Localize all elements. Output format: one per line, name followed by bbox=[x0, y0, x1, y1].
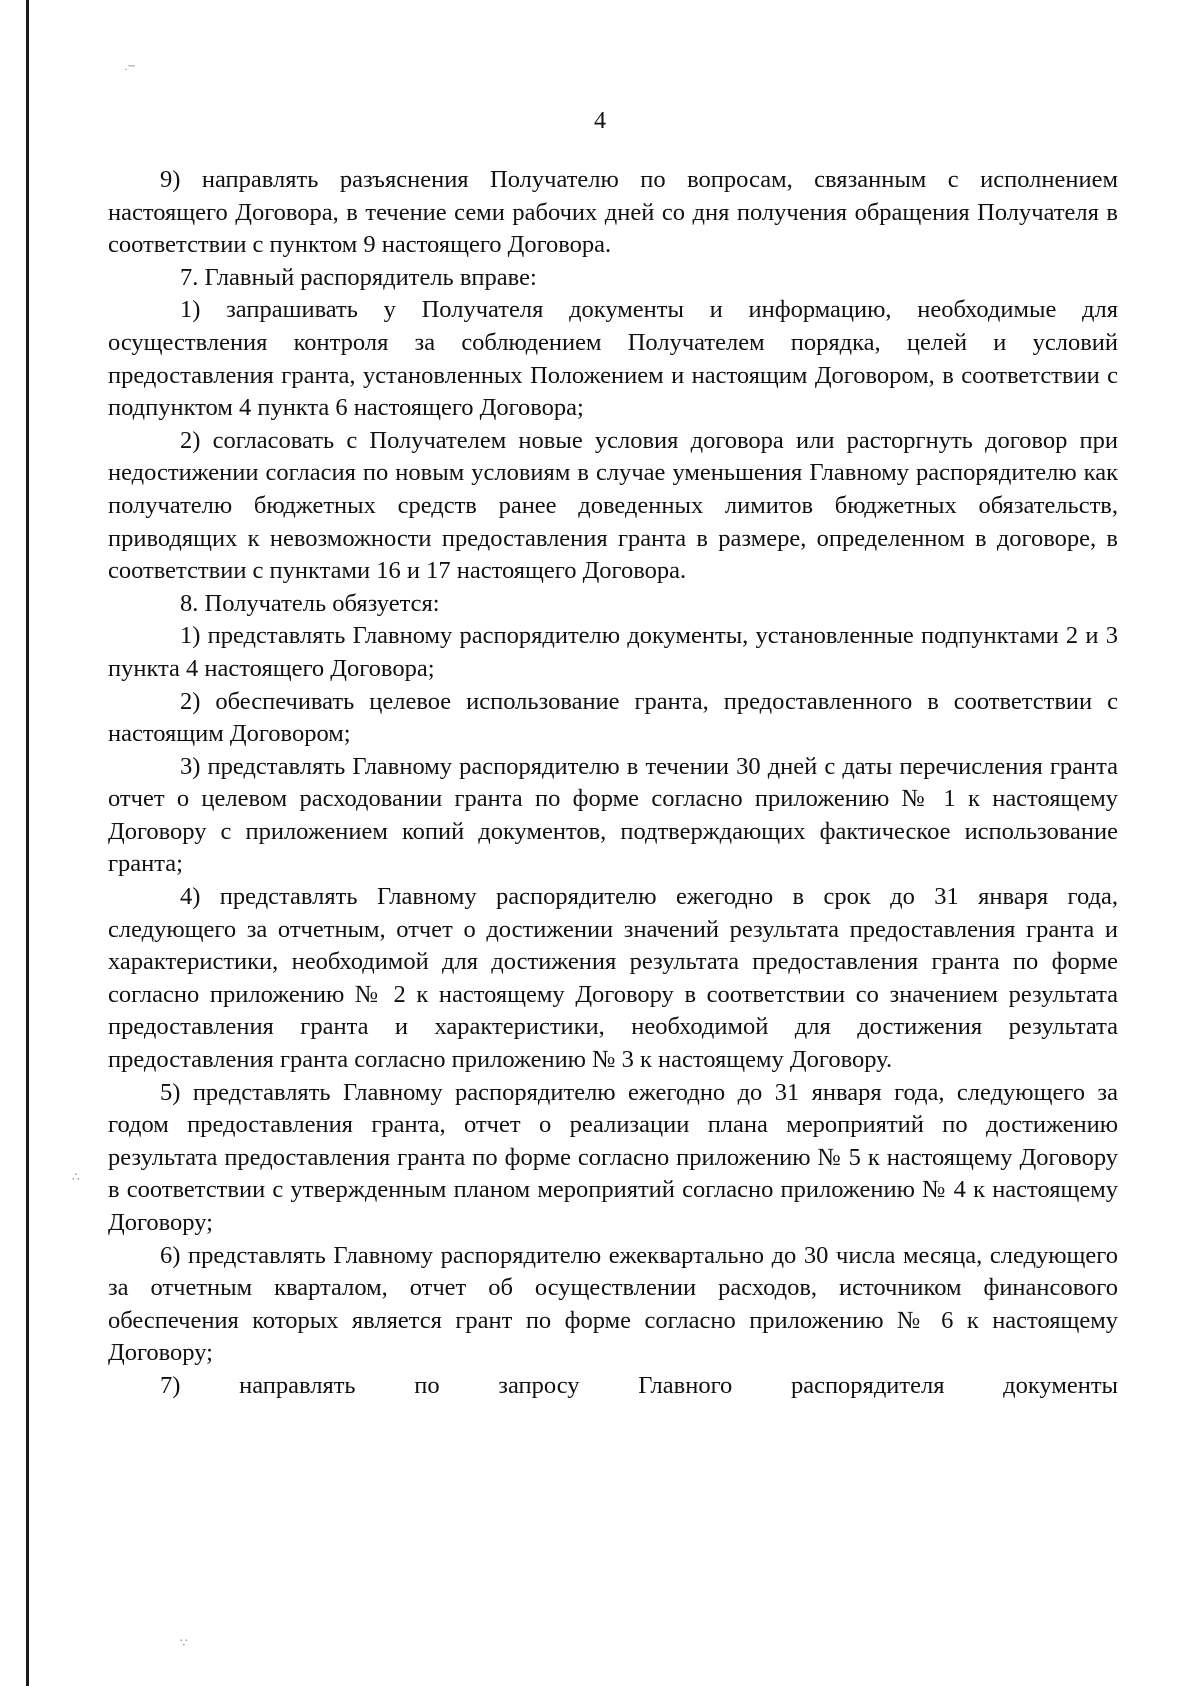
paragraph: 5) представлять Главному распорядителю ежегодно до 31 января года, следующего за годом предоставления гранта, отчет о реализации плана мероприятий по достижению результата предоставления гранта по форме согласно приложению № 5 к настоящему Договору в соответствии с утвержденным планом мероприятий согласно приложению № 4 к настоящему Договору; bbox=[108, 1078, 1118, 1236]
document-body bbox=[108, 164, 1118, 1403]
section-heading: 7. Главный распорядитель вправе: bbox=[180, 263, 537, 291]
page-number: 4 bbox=[594, 108, 606, 134]
paragraph: 2) согласовать с Получателем новые условия договора или расторгнуть договор при недостижении согласия по новым условиям в случае уменьшения Главному распорядителю как получателю бюджетных средств ранее доведенных лимитов бюджетных обязательств, приводящих к невозможности предоставления гранта в размере, определенном в договоре, в соответствии с пунктами 16 и 17 настоящего Договора. bbox=[108, 426, 1118, 585]
paragraph: 1) представлять Главному распорядителю документы, установленные подпунктами 2 и 3 пункта 4 настоящего Договора; bbox=[108, 622, 1118, 682]
section-heading: 8. Получатель обязуется: bbox=[180, 589, 440, 617]
paragraph: 9) направлять разъяснения Получателю по вопросам, связанным с исполнением настоящего Договора, в течение семи рабочих дней со дня получения обращения Получателя в соответствии с пунктом 9 настоящего Договора. bbox=[108, 166, 1118, 259]
paragraph: 6) представлять Главному распорядителю ежеквартально до 30 числа месяца, следующего за отчетным кварталом, отчет об осуществлении расходов, источником финансового обеспечения которых является грант по форме согласно приложению № 6 к настоящему Договору; bbox=[108, 1241, 1118, 1367]
scan-speck: ∴ bbox=[72, 1170, 80, 1184]
paragraph: 2) обеспечивать целевое использование гранта, предоставленного в соответствии с настоящим Договором; bbox=[108, 687, 1118, 748]
paragraph: 1) запрашивать у Получателя документы и информацию, необходимые для осуществления контроля за соблюдением Получателем порядка, целей и условий предоставления гранта, установленных Положением и настоящим Договором, в соответствии с подпунктом 4 пункта 6 настоящего Договора; bbox=[108, 296, 1118, 422]
paragraph: 4) представлять Главному распорядителю ежегодно в срок до 31 января года, следующего за отчетным, отчет о достижении значений результата предоставления гранта и характеристики, необходимой для достижения результата предоставления гранта по форме согласно приложению № 2 к настоящему Договору в соответствии со значением результата предоставления гранта и характеристики, необходимой для достижения результата предоставления гранта согласно приложению № 3 к настоящему Договору. bbox=[108, 883, 1118, 1074]
paragraph: 3) представлять Главному распорядителю в течении 30 дней с даты перечисления гранта отчет о целевом расходовании гранта по форме согласно приложению № 1 к настоящему Договору с приложением копий документов, подтверждающих фактическое использование гранта; bbox=[108, 752, 1118, 878]
scan-speck: ∵ bbox=[180, 1636, 188, 1650]
scan-edge bbox=[26, 0, 29, 1686]
paragraph: 7) направлять по запросу Главного распорядителя документы bbox=[160, 1371, 1118, 1399]
scan-speck: ·̃ ̃ bbox=[124, 62, 131, 76]
